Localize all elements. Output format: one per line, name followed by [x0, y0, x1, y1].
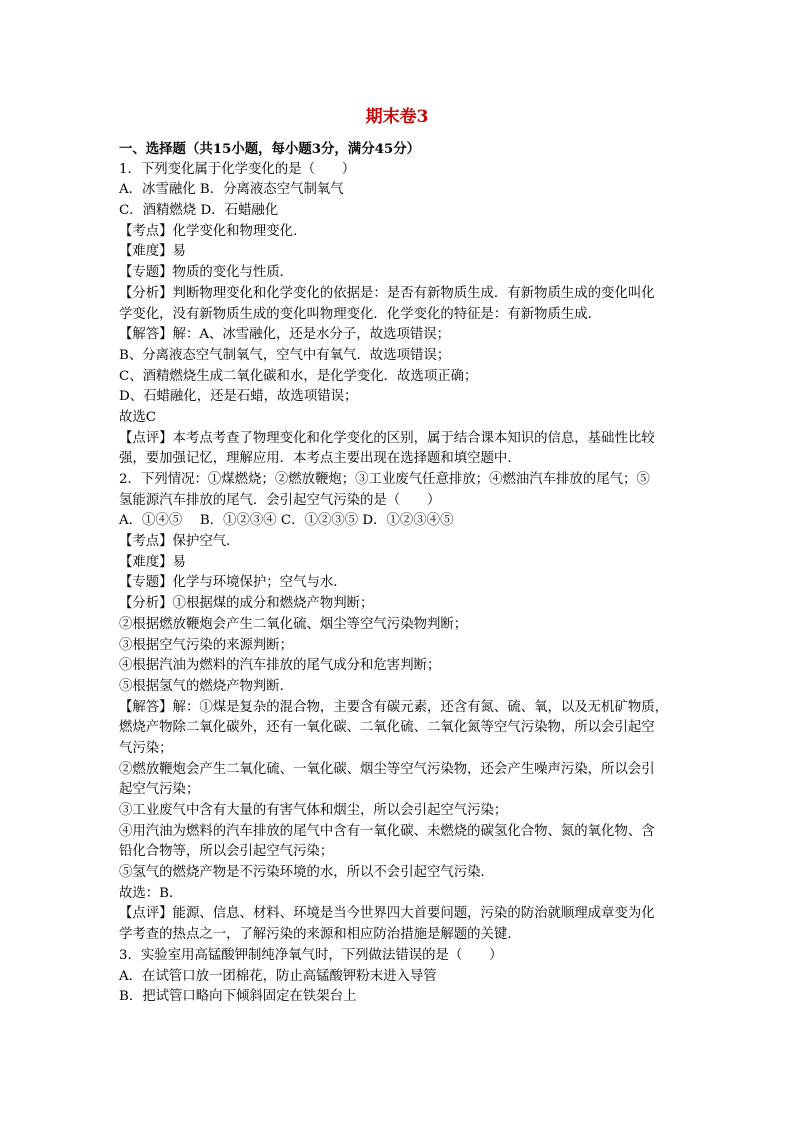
- text-line: 【考点】化学变化和物理变化．: [119, 223, 307, 239]
- text-line: B．把试管口略向下倾斜固定在铁架台上: [119, 989, 357, 1005]
- text-line: 铅化合物等，所以会引起空气污染；: [119, 844, 334, 860]
- text-line: ④用汽油为燃料的汽车排放的尾气中含有一氧化碳、未燃烧的碳氢化合物、氮的氧化物、含: [119, 823, 655, 839]
- text-line: 【考点】保护空气．: [119, 534, 240, 550]
- text-line: 燃烧产物除二氧化碳外，还有一氧化碳、二氧化硫、二氧化氮等空气污染物，所以会引起空: [119, 720, 655, 736]
- text-line: 学考查的热点之一，了解污染的来源和相应防治措施是解题的关键．: [119, 927, 521, 943]
- text-line: 【点评】本考点考查了物理变化和化学变化的区别，属于结合课本知识的信息，基础性比较: [119, 430, 655, 446]
- text-line: 【难度】易: [119, 244, 186, 260]
- text-line: 【分析】判断物理变化和化学变化的依据是：是否有新物质生成．有新物质生成的变化叫化: [119, 285, 655, 301]
- text-line: 【解答】解：①煤是复杂的混合物，主要含有碳元素，还含有氮、硫、氧，以及无机矿物质，: [119, 699, 669, 715]
- text-line: 故选C: [119, 409, 157, 425]
- text-line: 【难度】易: [119, 554, 186, 570]
- text-line: ⑤根据氢气的燃烧产物判断．: [119, 678, 294, 694]
- text-line: A．冰雪融化 B．分离液态空气制氧气: [119, 182, 344, 198]
- text-line: 【专题】物质的变化与性质．: [119, 265, 294, 281]
- document-title: 期末卷3: [365, 107, 429, 127]
- text-line: 起空气污染；: [119, 782, 200, 798]
- text-line: ②燃放鞭炮会产生二氧化硫、一氧化碳、烟尘等空气污染物，还会产生噪声污染，所以会引: [119, 761, 655, 777]
- text-line: D、石蜡融化，还是石蜡，故选项错误；: [119, 389, 358, 405]
- text-line: ③工业废气中含有大量的有害气体和烟尘，所以会引起空气污染；: [119, 803, 508, 818]
- text-line: A．①④⑤ B．①②③④ C．①②③⑤ D．①②③④⑤: [119, 513, 454, 529]
- text-line: 【点评】能源、信息、材料、环境是当今世界四大首要问题，污染的防治就顺理成章变为化: [119, 906, 655, 922]
- text-line: B、分离液态空气制氧气，空气中有氧气．故选项错误；: [119, 347, 451, 363]
- text-line: 【解答】解：A、冰雪融化，还是水分子，故选项错误；: [119, 327, 451, 343]
- text-line: 2．下列情况：①煤燃烧；②燃放鞭炮；③工业废气任意排放；④燃油汽车排放的尾气；⑤: [119, 472, 650, 487]
- text-line: 1．下列变化属于化学变化的是（ ）: [119, 161, 356, 177]
- text-line: 学变化，没有新物质生成的变化叫物理变化．化学变化的特征是：有新物质生成．: [119, 306, 602, 322]
- text-line: ②根据燃放鞭炮会产生二氧化硫、烟尘等空气污染物判断；: [119, 616, 468, 632]
- text-line: 【分析】①根据煤的成分和燃烧产物判断；: [119, 596, 374, 612]
- text-line: ③根据空气污染的来源判断；: [119, 637, 294, 653]
- text-line: 3．实验室用高锰酸钾制纯净氧气时，下列做法错误的是（ ）: [119, 947, 503, 963]
- text-line: 气污染；: [119, 740, 173, 756]
- text-line: 氢能源汽车排放的尾气．会引起空气污染的是（ ）: [119, 492, 441, 508]
- text-line: 【专题】化学与环境保护；空气与水．: [119, 575, 347, 591]
- text-line: C、酒精燃烧生成二氧化碳和水，是化学变化．故选项正确；: [119, 368, 478, 384]
- text-line: 强，要加强记忆，理解应用．本考点主要出现在选择题和填空题中．: [119, 451, 521, 467]
- document-body: [119, 139, 679, 1008]
- section-heading: 一、选择题（共15小题，每小题3分，满分45分）: [119, 141, 421, 157]
- text-line: A．在试管口放一团棉花，防止高锰酸钾粉末进入导管: [119, 968, 437, 984]
- text-line: C．酒精燃烧 D．石蜡融化: [119, 203, 279, 219]
- text-line: 故选：B．: [119, 885, 183, 901]
- text-line: ⑤氢气的燃烧产物是不污染环境的水，所以不会引起空气污染．: [119, 865, 494, 881]
- text-line: ④根据汽油为燃料的汽车排放的尾气成分和危害判断；: [119, 658, 441, 674]
